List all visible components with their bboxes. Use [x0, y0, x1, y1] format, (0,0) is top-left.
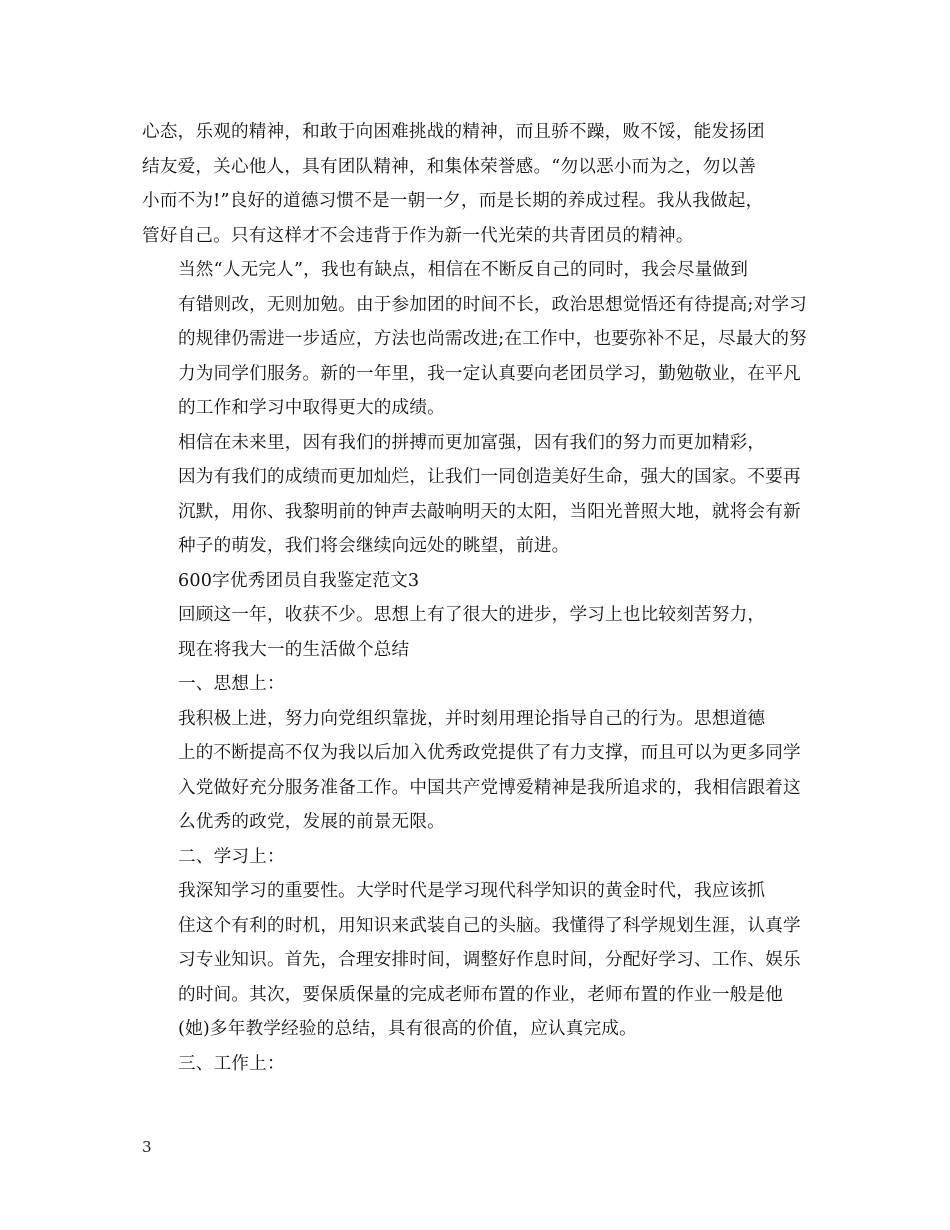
paragraph — [142, 426, 810, 564]
text-line: 入党做好充分服务准备工作。中国共产党博爱精神是我所追求的，我相信跟着这 — [178, 777, 801, 798]
text-line: 上的不断提高不仅为我以后加入优秀政党提供了有力支撑，而且可以为更多同学 — [178, 743, 801, 763]
text-line: 二、学习上： — [178, 846, 285, 867]
text-line: 因为有我们的成绩而更加灿烂，让我们一同创造美好生命，强大的国家。不要再 — [178, 467, 801, 487]
text-line: 相信在未来里，因有我们的拼搏而更加富强，因有我们的努力而更加精彩， — [178, 432, 766, 453]
text-line: 现在将我大一的生活做个总结 — [178, 639, 410, 660]
text-line: 习专业知识。首先，合理安排时间，调整好作息时间，分配好学习、工作、娱乐 — [178, 950, 801, 970]
text-line: 当然“人无完人”，我也有缺点，相信在不断反自己的同时，我会尽量做到 — [178, 260, 748, 280]
text-line: 回顾这一年，收获不少。思想上有了很大的进步，学习上也比较刻苦努力， — [178, 605, 766, 625]
text-line: 的时间。其次，要保质保量的完成老师布置的作业，老师布置的作业一般是他 — [178, 984, 783, 1005]
text-line: 力为同学们服务。新的一年里，我一定认真要向老团员学习，勤勉敬业，在平凡 — [178, 363, 801, 384]
paragraph — [142, 702, 810, 840]
paragraph — [142, 598, 810, 667]
text-line: 的工作和学习中取得更大的成绩。 — [178, 398, 445, 418]
text-line: 有错则改，无则加勉。由于参加团的时间不长，政治思想觉悟还有待提高;对学习 — [178, 294, 807, 315]
paragraph — [142, 874, 810, 1047]
paragraph — [142, 115, 810, 253]
paragraph — [142, 1047, 810, 1082]
paragraph — [142, 667, 810, 702]
paragraph — [142, 840, 810, 875]
text-line: 结友爱，关心他人，具有团队精神，和集体荣誉感。“勿以恶小而为之，勿以善 — [142, 156, 757, 177]
text-line: 小而不为!”良好的道德习惯不是一朝一夕，而是长期的养成过程。我从我做起， — [142, 191, 764, 211]
text-line: 的规律仍需进一步适应，方法也尚需改进;在工作中，也要弥补不足，尽最大的努 — [178, 329, 807, 349]
text-line: 管好自己。只有这样才不会违背于作为新一代光荣的共青团员的精神。 — [142, 225, 694, 246]
text-line: 住这个有利的时机，用知识来武装自己的头脑。我懂得了科学规划生涯，认真学 — [178, 915, 801, 936]
text-line: 种子的萌发，我们将会继续向远处的眺望，前进。 — [178, 536, 570, 556]
page-number: 3 — [142, 1138, 152, 1156]
text-line: 一、思想上： — [178, 674, 285, 694]
text-line: (她)多年教学经验的总结，具有很高的价值，应认真完成。 — [178, 1019, 637, 1039]
text-line: 沉默，用你、我黎明前的钟声去敲响明天的太阳，当阳光普照大地，就将会有新 — [178, 501, 801, 522]
text-line: 我深知学习的重要性。大学时代是学习现代科学知识的黄金时代，我应该抓 — [178, 881, 766, 901]
text-line: 600字优秀团员自我鉴定范文3 — [178, 570, 420, 591]
document-body — [142, 115, 810, 1081]
paragraph — [142, 564, 810, 599]
text-line: 么优秀的政党，发展的前景无限。 — [178, 812, 445, 832]
paragraph — [142, 253, 810, 426]
text-line: 我积极上进，努力向党组织靠拢，并时刻用理论指导自己的行为。思想道德 — [178, 708, 766, 729]
text-line: 心态，乐观的精神，和敢于向困难挑战的精神，而且骄不躁，败不馁，能发扬团 — [142, 122, 765, 142]
text-line: 三、工作上： — [178, 1053, 285, 1074]
